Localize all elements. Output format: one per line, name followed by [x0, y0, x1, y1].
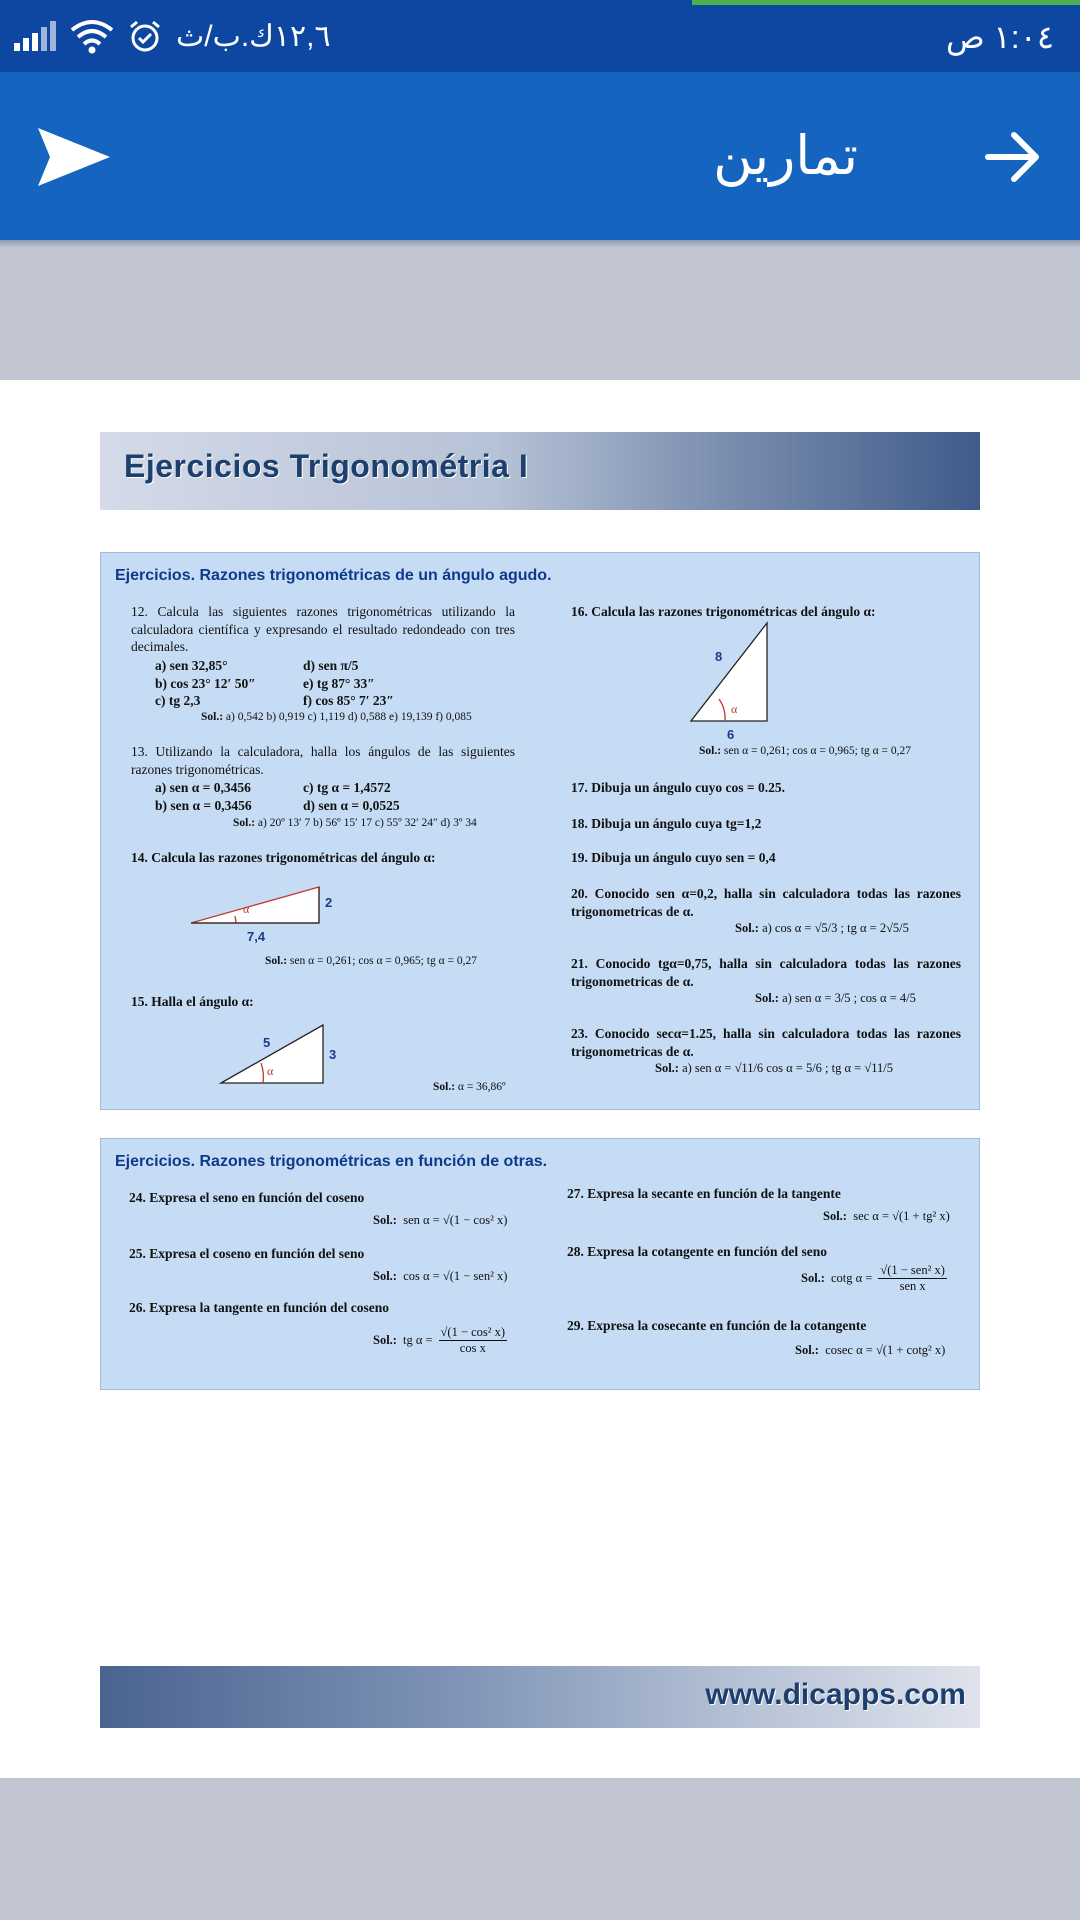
exercise-16: 16. Calcula las razones trigonométricas del ángulo α:	[571, 604, 876, 619]
signal-icon	[14, 21, 56, 51]
section-heading: Ejercicios. Razones trigonométricas de un ángulo agudo.	[115, 567, 552, 584]
item-b: b) sen α = 0,3456	[155, 797, 252, 813]
exercise-13: 13. Utilizando la calculadora, halla los ángulos de las siguientes razones trigonométricas.	[131, 744, 515, 777]
app-bar	[0, 72, 1080, 240]
exercise-23: 23. Conocido secα=1.25, halla sin calculadora todas las razones trigonometricas de α.	[571, 1026, 961, 1059]
side-label-hypotenuse: 8	[715, 649, 723, 664]
item-a: a) sen 32,85°	[155, 658, 228, 673]
exercise-14: 14. Calcula las razones trigonométricas del ángulo α:	[131, 850, 436, 865]
exercise-24: 24. Expresa el seno en función del coseno	[129, 1190, 365, 1205]
exercise-29: 29. Expresa la cosecante en función de la cotangente	[567, 1318, 867, 1333]
exercise-21-solution: Sol.: a) sen α = 3/5 ; cos α = 4/5	[755, 991, 916, 1005]
section-heading: Ejercicios. Razones trigonométricas en función de otras.	[115, 1153, 548, 1170]
triangle-15	[217, 1013, 357, 1093]
section-acute-angle	[100, 552, 980, 1110]
item-d: d) sen π/5	[303, 658, 359, 673]
item-c: c) tg α = 1,4572	[303, 780, 391, 795]
wifi-icon	[70, 18, 114, 54]
exercise-24-solution: Sol.: sen α = √(1 − cos² x)	[373, 1213, 508, 1227]
exercise-21: 21. Conocido tgα=0,75, halla sin calculadora todas las razones trigonometricas de α.	[571, 956, 961, 989]
angle-label: α	[267, 1064, 274, 1078]
exercise-27-solution: Sol.: sec α = √(1 + tg² x)	[823, 1209, 950, 1223]
exercise-13-items	[155, 779, 455, 814]
exercise-15-solution: Sol.: α = 36,86º	[433, 1081, 506, 1093]
exercise-16-solution: Sol.: sen α = 0,261; cos α = 0,965; tg α = 0,27	[699, 745, 911, 757]
exercise-25-solution: Sol.: cos α = √(1 − sen² x)	[373, 1269, 508, 1283]
exercise-23-solution: Sol.: a) sen α = √11/6 cos α = 5/6 ; tg α = √11/5	[655, 1061, 893, 1075]
document-page[interactable]	[0, 380, 1080, 1778]
item-e: e) tg 87° 33″	[303, 675, 375, 691]
exercise-26-solution: Sol.: tg α = $\frac{\text{√(1 − cos² x)}}{\text{cos x}}$	[373, 1325, 506, 1355]
app-bar-shadow	[0, 240, 1080, 248]
section-functions	[100, 1138, 980, 1390]
item-a: a) sen α = 0,3456	[155, 780, 251, 795]
exercise-13-solution: Sol.: a) 20º 13′ 7 b) 56º 15′ 17 c) 55º 32′ 24″ d) 3º 34	[233, 817, 477, 829]
exercise-25: 25. Expresa el coseno en función del seno	[129, 1246, 365, 1261]
status-bar	[0, 0, 1080, 72]
exercise-14-solution: Sol.: sen α = 0,261; cos α = 0,965; tg α = 0,27	[265, 955, 477, 967]
exercise-27: 27. Expresa la secante en función de la tangente	[567, 1186, 841, 1201]
triangle-16	[681, 619, 801, 743]
exercise-28-solution: Sol.: cotg α = √(1 − sen² x) sen x	[801, 1263, 945, 1293]
banner-title: Ejercicios Trigonométria I	[124, 448, 529, 484]
triangle-14	[187, 873, 347, 943]
side-label-base: 7,4	[247, 929, 266, 943]
exercise-28: 28. Expresa la cotangente en función del seno	[567, 1244, 828, 1259]
clock: ١:٠٤ ص	[945, 19, 1054, 55]
item-d: d) sen α = 0,0525	[303, 797, 400, 813]
exercise-17: 17. Dibuja un ángulo cuyo cos = 0.25.	[571, 780, 785, 795]
data-rate: ١٢,٦ك.ب/ث	[176, 19, 331, 53]
item-f: f) cos 85° 7′ 23″	[303, 693, 394, 708]
item-b: b) cos 23° 12′ 50″	[155, 675, 256, 691]
page-title: تمارين	[713, 124, 858, 187]
exercise-19: 19. Dibuja un ángulo cuyo sen = 0,4	[571, 850, 776, 865]
title-banner	[100, 432, 980, 510]
side-label-height: 2	[325, 895, 333, 910]
forward-arrow-icon[interactable]	[982, 126, 1044, 188]
angle-label: α	[731, 702, 738, 716]
side-label-base: 6	[727, 727, 735, 742]
footer-url[interactable]: www.dicapps.com	[705, 1678, 966, 1711]
exercise-18: 18. Dibuja un ángulo cuya tg=1,2	[571, 816, 762, 831]
item-c: c) tg 2,3	[155, 693, 201, 708]
exercise-20: 20. Conocido sen α=0,2, halla sin calculadora todas las razones trigonometricas de α.	[571, 886, 961, 919]
side-label-height: 3	[329, 1047, 337, 1062]
exercise-26: 26. Expresa la tangente en función del coseno	[129, 1300, 390, 1315]
send-icon[interactable]	[34, 122, 114, 192]
exercise-12-items	[155, 657, 455, 710]
footer-banner	[100, 1666, 980, 1728]
status-icons	[14, 14, 331, 58]
loading-progress-bar	[692, 0, 1080, 5]
exercise-20-solution: Sol.: a) cos α = √5/3 ; tg α = 2√5/5	[735, 921, 909, 935]
angle-label: α	[243, 902, 250, 916]
side-label-hypotenuse: 5	[263, 1035, 271, 1050]
exercise-15: 15. Halla el ángulo α:	[131, 994, 254, 1009]
alarm-icon	[128, 19, 162, 53]
exercise-29-solution: Sol.: cosec α = √(1 + cotg² x)	[795, 1343, 946, 1357]
exercise-12: 12. Calcula las siguientes razones trigonométricas utilizando la calculadora científica y expresando el resultado redondeado con tres decimales.	[131, 604, 515, 654]
exercise-12-solution: Sol.: a) 0,542 b) 0,919 c) 1,119 d) 0,588 e) 19,139 f) 0,085	[201, 711, 472, 723]
